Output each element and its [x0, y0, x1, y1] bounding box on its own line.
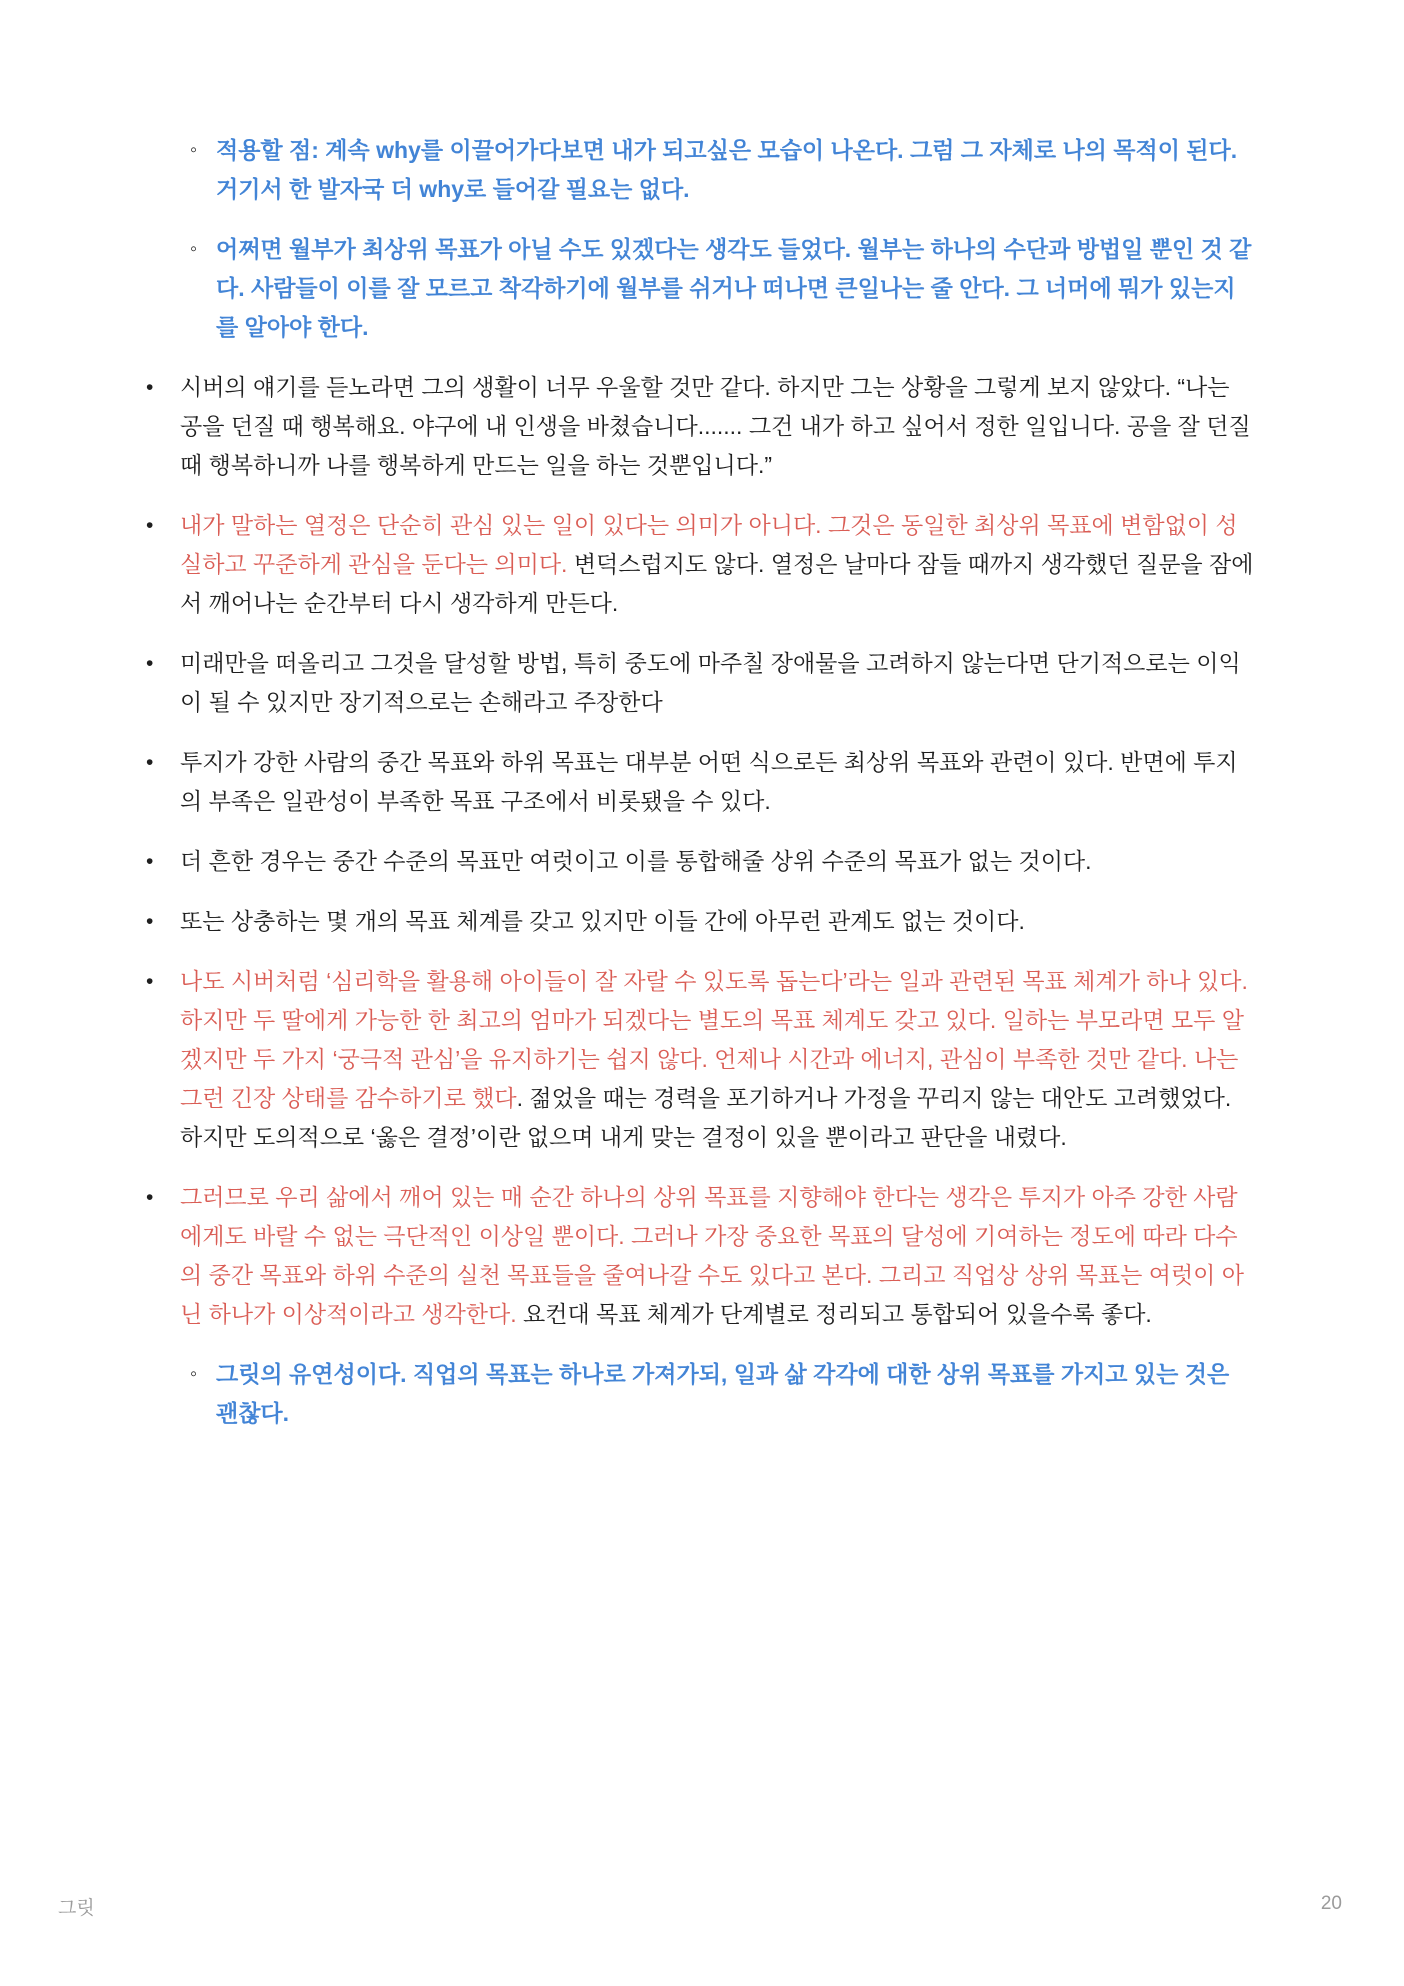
text-segment-black: . 젊었을 때는 경력을 포기하거나 가정을 꾸리지 않는 대안도 고려했었다. 하지만 도의적으로 ‘옳은 결정’이란 없으며 내게 맞는 결정이 있을 뿐이라고 판단을 내렸다.	[180, 1085, 1232, 1150]
note-text	[216, 131, 1256, 209]
bullet-icon: •	[146, 1186, 154, 1209]
bullet-icon: •	[146, 850, 154, 873]
note-text	[180, 962, 1256, 1157]
note-text	[180, 1178, 1256, 1334]
footer-page-number: 20	[1320, 1893, 1342, 1914]
text-segment-blue: 그릿의 유연성이다. 직업의 목표는 하나로 가져가되, 일과 삶 각각에 대한 상위 목표를 가지고 있는 것은 괜찮다.	[216, 1361, 1230, 1426]
circle-bullet-icon: ◦	[190, 139, 198, 161]
text-segment-red: 나도 시버처럼 ‘심리학을 활용해 아이들이 잘 자랄 수 있도록 돕는다’라는 일과 관련된 목표 체계가 하나 있다. 하지만 두 딸에게 가능한 한 최고의 엄마가 되겠다는 별도의 목표 체계도 갖고 있다. 일하는 부모라면 모두 알겠지만 두 가지 ‘궁극적 관심’을 유지하기는 쉽지 않다. 언제나 시간과 에너지, 관심이 부족한 것만 같다. 나는 그런 긴장 상태를 감수하기로 했다	[180, 968, 1248, 1111]
text-segment-black: 또는 상충하는 몇 개의 목표 체계를 갖고 있지만 이들 간에 아무런 관계도 없는 것이다.	[180, 908, 1025, 934]
text-segment-black: 미래만을 떠올리고 그것을 달성할 방법, 특히 중도에 마주칠 장애물을 고려하지 않는다면 단기적으로는 이익이 될 수 있지만 장기적으로는 손해라고 주장한다	[180, 650, 1241, 715]
note-text	[216, 230, 1256, 347]
sub-list-item	[0, 131, 1404, 209]
list-item	[0, 902, 1404, 941]
text-segment-black: 변덕스럽지도 않다. 열정은 날마다 잠들 때까지 생각했던 질문을 잠에서 깨어나는 순간부터 다시 생각하게 만든다.	[180, 551, 1254, 616]
note-text	[180, 902, 1256, 941]
footer-document-title: 그릿	[58, 1898, 95, 1919]
circle-bullet-icon: ◦	[190, 238, 198, 260]
list-item	[0, 962, 1404, 1157]
circle-bullet-icon: ◦	[190, 1363, 198, 1385]
bullet-icon: •	[146, 652, 154, 675]
bullet-icon: •	[146, 376, 154, 399]
bullet-icon: •	[146, 751, 154, 774]
note-text	[180, 368, 1256, 485]
list-item	[0, 368, 1404, 485]
note-text	[180, 644, 1256, 722]
list-item	[0, 644, 1404, 722]
text-segment-red: 내가 말하는 열정은 단순히 관심 있는 일이 있다는 의미가 아니다. 그것은 동일한 최상위 목표에 변함없이 성실하고 꾸준하게 관심을 둔다는 의미다.	[180, 512, 1238, 577]
list-item	[0, 743, 1404, 821]
text-segment-blue: 적용할 점: 계속 why를 이끌어가다보면 내가 되고싶은 모습이 나온다. 그럼 그 자체로 나의 목적이 된다. 거기서 한 발자국 더 why로 들어갈 필요는 없다.	[216, 137, 1238, 202]
text-segment-black: 시버의 얘기를 듣노라면 그의 생활이 너무 우울할 것만 같다. 하지만 그는 상황을 그렇게 보지 않았다. “나는 공을 던질 때 행복해요. 야구에 내 인생을 바쳤습니다....... 그건 내가 하고 싶어서 정한 일입니다. 공을 잘 던질 때 행복하니까 나를 행복하게 만드는 일을 하는 것뿐입니다.”	[180, 374, 1251, 478]
bullet-icon: •	[146, 970, 154, 993]
page-footer	[58, 1893, 1342, 1920]
sub-list-item	[0, 230, 1404, 347]
text-segment-black: 투지가 강한 사람의 중간 목표와 하위 목표는 대부분 어떤 식으로든 최상위 목표와 관련이 있다. 반면에 투지의 부족은 일관성이 부족한 목표 구조에서 비롯됐을 수 있다.	[180, 749, 1238, 814]
text-segment-black: 요컨대 목표 체계가 단계별로 정리되고 통합되어 있을수록 좋다.	[516, 1301, 1152, 1327]
text-segment-black: 더 흔한 경우는 중간 수준의 목표만 여럿이고 이를 통합해줄 상위 수준의 목표가 없는 것이다.	[180, 848, 1092, 874]
text-segment-blue: 어쩌면 월부가 최상위 목표가 아닐 수도 있겠다는 생각도 들었다. 월부는 하나의 수단과 방법일 뿐인 것 같다. 사람들이 이를 잘 모르고 착각하기에 월부를 쉬거나 떠나면 큰일나는 줄 안다. 그 너머에 뭐가 있는지를 알아야 한다.	[216, 236, 1252, 340]
note-text	[180, 506, 1256, 623]
sub-list-item	[0, 1355, 1404, 1433]
text-segment-red: 그러므로 우리 삶에서 깨어 있는 매 순간 하나의 상위 목표를 지향해야 한다는 생각은 투지가 아주 강한 사람에게도 바랄 수 없는 극단적인 이상일 뿐이다. 그러나 가장 중요한 목표의 달성에 기여하는 정도에 따라 다수의 중간 목표와 하위 수준의 실천 목표들을 줄여나갈 수도 있다고 본다. 그리고 직업상 상위 목표는 여럿이 아닌 하나가 이상적이라고 생각한다.	[180, 1184, 1245, 1327]
list-item	[0, 842, 1404, 881]
bullet-icon: •	[146, 514, 154, 537]
note-text	[216, 1355, 1256, 1433]
notes-list	[0, 131, 1404, 1454]
list-item	[0, 506, 1404, 623]
note-text	[180, 842, 1256, 881]
list-item	[0, 1178, 1404, 1334]
note-text	[180, 743, 1256, 821]
bullet-icon: •	[146, 910, 154, 933]
